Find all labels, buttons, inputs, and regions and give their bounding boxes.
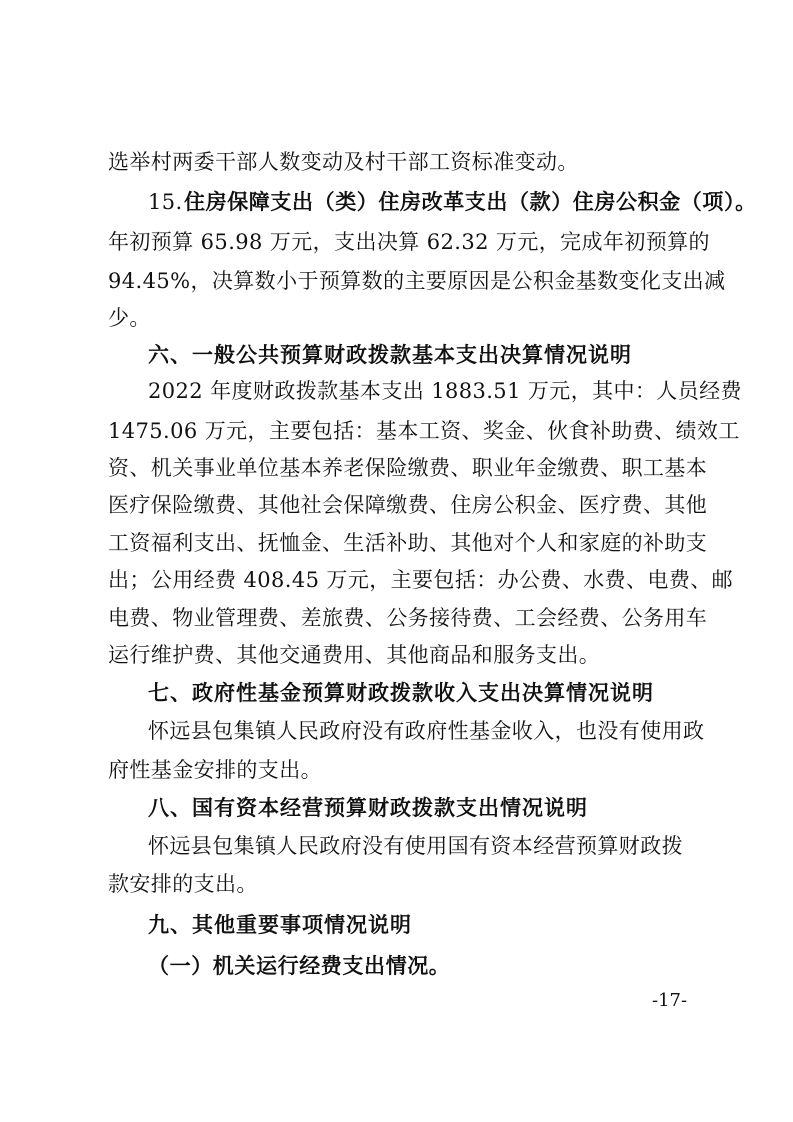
section-heading: 七、政府性基金预算财政拨款收入支出决算情况说明 [148, 681, 654, 705]
body-text-line: 2022 年度财政拨款基本支出 1883.51 万元，其中：人员经费 [148, 379, 742, 403]
body-text-line: 1475.06 万元，主要包括：基本工资、奖金、伙食补助费、绩效工 [108, 419, 740, 443]
body-text-line: 电费、物业管理费、差旅费、公务接待费、工会经费、公务用车 [108, 606, 708, 630]
item-number: 15. [148, 190, 183, 214]
section-heading: 六、一般公共预算财政拨款基本支出决算情况说明 [148, 343, 632, 367]
body-text-line: 出；公用经费 408.45 万元，主要包括：办公费、水费、电费、邮 [108, 568, 734, 592]
section-heading: 九、其他重要事项情况说明 [148, 913, 412, 937]
body-text-line: 选举村两委干部人数变动及村干部工资标准变动。 [108, 150, 579, 174]
body-text-line: 府性基金安排的支出。 [108, 758, 322, 782]
body-text-line: 年初预算 65.98 万元，支出决算 62.32 万元，完成年初预算的 [108, 230, 710, 254]
item-heading: 住房保障支出（类）住房改革支出（款）住房公积金（项）。 [184, 190, 757, 214]
body-text-line: 94.45%，决算数小于预算数的主要原因是公积金基数变化支出减 [108, 269, 726, 293]
body-text-line: 医疗保险缴费、其他社会保障缴费、住房公积金、医疗费、其他 [108, 493, 708, 517]
body-text-line: 资、机关事业单位基本养老保险缴费、职业年金缴费、职工基本 [108, 456, 708, 480]
body-text-line: 工资福利支出、抚恤金、生活补助、其他对个人和家庭的补助支 [108, 531, 708, 555]
body-text-line: 怀远县包集镇人民政府没有政府性基金收入，也没有使用政 [148, 719, 705, 743]
section-heading: 八、国有资本经营预算财政拨款支出情况说明 [148, 796, 588, 820]
page-number: -17- [652, 990, 688, 1011]
body-text-line: 运行维护费、其他交通费用、其他商品和服务支出。 [108, 643, 601, 667]
body-text-line: 怀远县包集镇人民政府没有使用国有资本经营预算财政拨 [148, 834, 683, 858]
body-text-line: 款安排的支出。 [108, 872, 258, 896]
body-text-line: 少。 [108, 306, 151, 330]
subsection-heading: （一）机关运行经费支出情况。 [148, 954, 451, 978]
